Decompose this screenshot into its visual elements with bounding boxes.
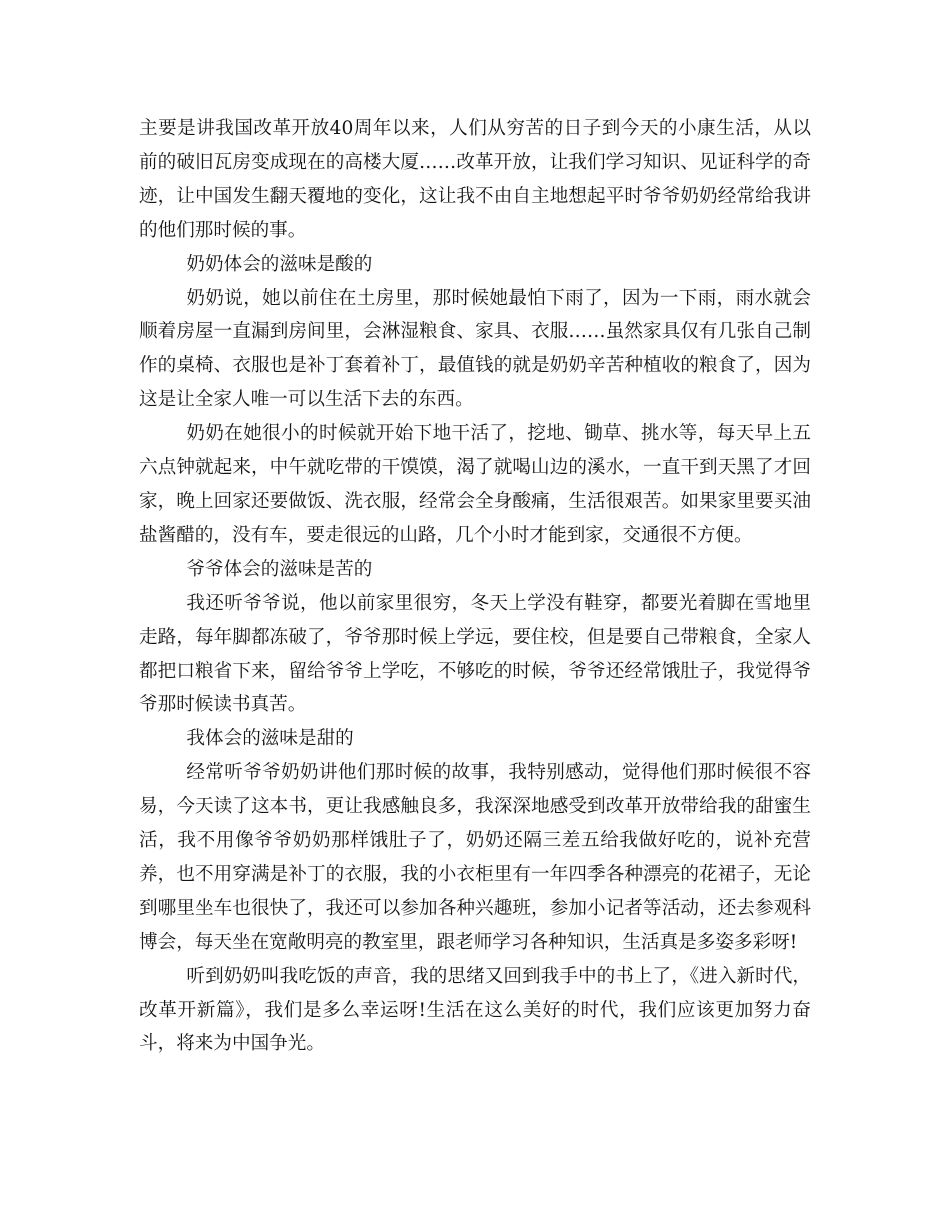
paragraph-grandma-house: 奶奶说，她以前住在土房里，那时候她最怕下雨了，因为一下雨，雨水就会顺着房屋一直漏到房间里，会淋湿粮食、家具、衣服……虽然家具仅有几张自己制作的桌椅、衣服也是补丁套着补丁，最值钱的就是奶奶辛苦种植收的粮食了，因为这是让全家人唯一可以生活下去的东西。 <box>139 287 811 411</box>
section-heading-me: 我体会的滋味是甜的 <box>186 728 354 750</box>
section-heading-grandpa: 爷爷体会的滋味是苦的 <box>186 558 373 580</box>
paragraph-my-life: 经常听爷爷奶奶讲他们那时候的故事，我特别感动，觉得他们那时候很不容易，今天读了这本书，更让我感触良多，我深深地感受到改革开放带给我的甜蜜生活，我不用像爷爷奶奶那样饿肚子了，奶奶还隔三差五给我做好吃的，说补充营养，也不用穿满是补丁的衣服，我的小衣柜里有一年四季各种漂亮的花裙子，无论到哪里坐车也很快了，我还可以参加各种兴趣班，参加小记者等活动，还去参观科博会，每天坐在宽敞明亮的教室里，跟老师学习各种知识，生活真是多姿多彩呀! <box>139 762 811 953</box>
paragraph-grandpa-school: 我还听爷爷说，他以前家里很穷，冬天上学没有鞋穿，都要光着脚在雪地里走路，每年脚都冻破了，爷爷那时候上学远，要住校，但是要自己带粮食，全家人都把口粮省下来，留给爷爷上学吃，不够吃的时候，爷爷还经常饿肚子，我觉得爷爷那时候读书真苦。 <box>139 592 811 716</box>
paragraph-intro: 主要是讲我国改革开放40周年以来，人们从穷苦的日子到今天的小康生活，从以前的破旧瓦房变成现在的高楼大厦……改革开放，让我们学习知识、见证科学的奇迹，让中国发生翻天覆地的变化，这让我不由自主地想起平时爷爷奶奶经常给我讲的他们那时候的事。 <box>139 118 811 241</box>
paragraph-conclusion: 听到奶奶叫我吃饭的声音，我的思绪又回到我手中的书上了，《进入新时代，改革开新篇》，我们是多么幸运呀!生活在这么美好的时代，我们应该更加努力奋斗，将来为中国争光。 <box>139 965 811 1055</box>
document-body <box>139 112 811 1061</box>
paragraph-grandma-work: 奶奶在她很小的时候就开始下地干活了，挖地、锄草、挑水等，每天早上五六点钟就起来，中午就吃带的干馍馍，渴了就喝山边的溪水，一直干到天黑了才回家，晚上回家还要做饭、洗衣服，经常会全身酸痛，生活很艰苦。如果家里要买油盐酱醋的，没有车，要走很远的山路，几个小时才能到家，交通很不方便。 <box>139 423 811 546</box>
section-heading-grandma: 奶奶体会的滋味是酸的 <box>186 253 373 275</box>
